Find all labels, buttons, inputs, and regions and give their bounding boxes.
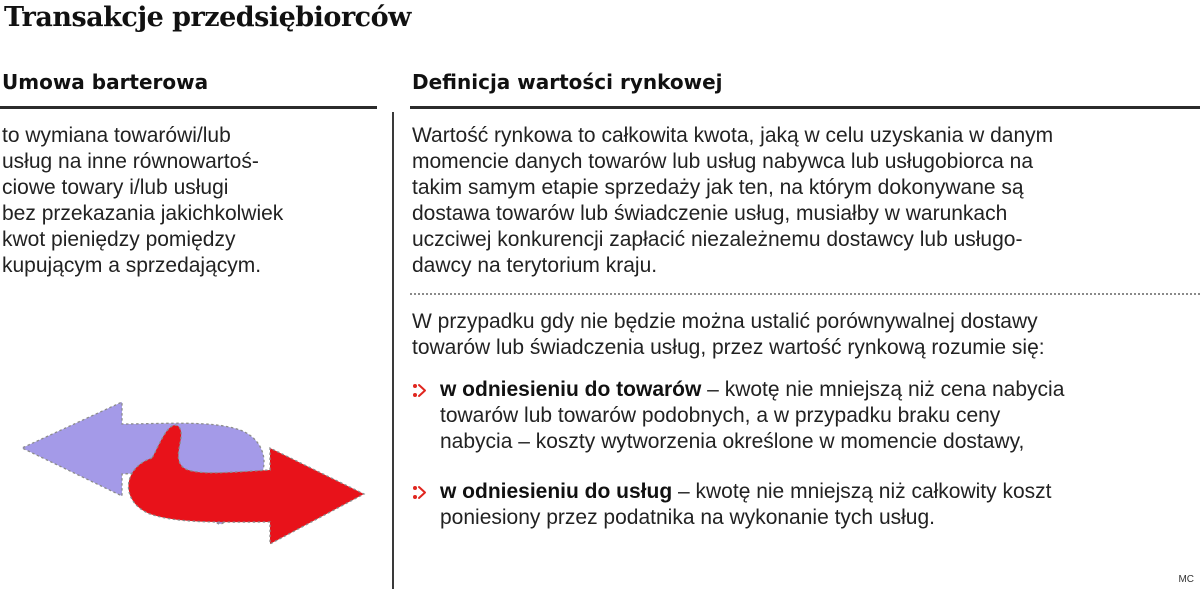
page-title: Transakcje przedsiębiorców bbox=[4, 2, 411, 33]
fallback-line: W przypadku gdy nie będzie można ustalić porównywalnej dostawy bbox=[412, 310, 1038, 333]
barter-line: to wymiana towarówi/lub bbox=[2, 124, 231, 147]
definition-line: uczciwej konkurencji zapłacić niezależnemu dostawcy lub usługo- bbox=[412, 228, 1023, 251]
barter-line: bez przekazania jakichkolwiek bbox=[2, 202, 284, 225]
barter-line: usług na inne równowartoś- bbox=[2, 150, 259, 173]
goods-item-line bbox=[440, 377, 1200, 403]
services-item-line: poniesiony przez podatnika na wykonanie tych usług. bbox=[440, 506, 935, 529]
definition-line: momencie danych towarów lub usług nabywca lub usługobiorca na bbox=[412, 150, 1034, 173]
dotted-separator bbox=[410, 293, 1200, 295]
services-item-bold: w odniesieniu do usług bbox=[440, 480, 673, 503]
fallback-line: towarów lub świadczenia usług, przez wartość rynkową rozumie się: bbox=[412, 336, 1045, 359]
definition-line: takim samym etapie sprzedaży jak ten, na którym dokonywane są bbox=[412, 176, 1024, 199]
barter-line: kupującym a sprzedającym. bbox=[2, 254, 262, 277]
definition-line: Wartość rynkowa to całkowita kwota, jaką w celu uzyskania w danym bbox=[412, 124, 1054, 147]
barter-exchange-arrows-icon bbox=[2, 372, 374, 589]
author-credit: MC bbox=[1178, 574, 1194, 585]
services-item-text bbox=[440, 479, 1200, 531]
right-column bbox=[410, 62, 1200, 531]
goods-item-rest: – kwotę nie mniejszą niż cena nabycia bbox=[701, 378, 1065, 401]
definition-line: dawcy na terytorium kraju. bbox=[412, 254, 658, 277]
barter-line: kwot pieniędzy pomiędzy bbox=[2, 228, 236, 251]
goods-item-line: towarów lub towarów podobnych, a w przypadku braku ceny bbox=[440, 404, 1001, 427]
market-value-definition bbox=[412, 123, 1200, 279]
goods-item bbox=[410, 377, 1200, 455]
services-item-line bbox=[440, 479, 1200, 505]
goods-item-text bbox=[440, 377, 1200, 455]
fallback-intro bbox=[412, 309, 1200, 361]
barter-definition bbox=[2, 123, 332, 279]
services-item-rest: – kwotę nie mniejszą niż całkowity koszt bbox=[672, 480, 1052, 503]
red-colon-chevron-bullet-icon bbox=[412, 379, 428, 401]
goods-item-bold: w odniesieniu do towarów bbox=[440, 378, 702, 401]
barter-heading: Umowa barterowa bbox=[2, 70, 209, 94]
barter-line: ciowe towary i/lub usługi bbox=[2, 176, 229, 199]
left-heading-rule bbox=[0, 106, 377, 109]
definition-line: dostawa towarów lub świadczenie usług, musiałby w warunkach bbox=[412, 202, 1008, 225]
column-divider bbox=[392, 112, 394, 589]
market-value-heading: Definicja wartości rynkowej bbox=[412, 70, 723, 94]
services-item bbox=[410, 479, 1200, 531]
goods-item-line: nabycia – koszty wytworzenia określone w momencie dostawy, bbox=[440, 430, 1025, 453]
red-colon-chevron-bullet-icon bbox=[412, 481, 428, 503]
left-column bbox=[0, 62, 377, 279]
right-heading-rule bbox=[410, 106, 1200, 109]
